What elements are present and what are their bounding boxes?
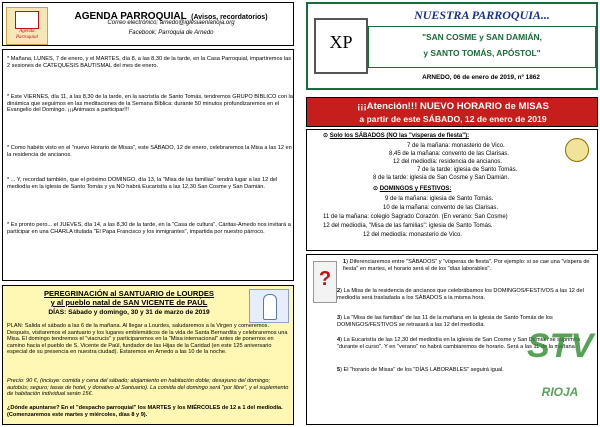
schedule-box — [306, 129, 598, 251]
right-column — [304, 0, 600, 427]
question-icon — [313, 261, 337, 303]
agenda-email: Correo electrónico; arnedo@iglesiaenlarioja.org — [107, 20, 235, 26]
note-5: 5) El "horario de Misas" de los "DÍAS LABORABLES" seguirá igual. — [337, 367, 504, 373]
agenda-title: AGENDA PARROQUIAL — [74, 11, 187, 22]
sun-item: 12 del mediodía: monasterio de Vico. — [363, 232, 462, 238]
schedule-title-2: a partir de este SÁBADO, 12 de enero de 2019 — [359, 114, 547, 124]
agenda-header — [2, 2, 294, 46]
virgin-image — [249, 289, 289, 323]
agenda-facebook: Facebook; Parroquia de Arnedo — [128, 30, 214, 36]
pilgrimage-title-2: y al pueblo natal de SAN VICENTE de PAÚL — [50, 298, 208, 307]
clock-icon — [565, 138, 589, 162]
chi-rho-icon: XP — [329, 32, 353, 52]
pilgrimage-dates: DÍAS: Sábado y domingo, 30 y 31 de marzo de 2019 — [48, 309, 210, 316]
agenda-item-baptism: * Mañana, LUNES, 7 de enero, y el MARTES, día 8, a las 8,30 de la tarde, en la Casa Parroquial, impartiremos las 2 sesiones de CATEQUESIS BAUTISMAL del mes de enero. — [7, 56, 292, 69]
pilgrimage-box — [2, 285, 294, 425]
note-1: 1) Diferenciaremos entre "SÁBADOS" y "vísperas de fiesta". Por ejemplo: si se cae una "víspera de fiesta" en martes, el horario será el de los "días laborables". — [343, 259, 590, 272]
note-4: 4) La Eucaristía de las 12,30 del mediodía en la iglesia de San Cosme y San Damián se suprimirá "durante el curso". Y en "verano" no habrá cambiaremos de horario. Será a las 11 de la mañana. — [337, 337, 581, 350]
parish-saints-box — [368, 26, 596, 68]
pilgrimage-plan: PLAN: Salida el sábado a las 6 de la mañana. Al llegar a Lourdes, saludaremos a la Virgen y comeremos. Después, visitaremos el santuario y los lugares emblemáticos de la vida de Santa Bernardita y celebraremos una Misa. El domingo tendremos el "viacrucis" y participaremos en la "Misa internacional" antes de ponernos en camino hacia el pueblo de S. Vicente de Paúl, fundador de las Hijas de la Caridad (en este 125 aniversario especial de su presencia en nuestra ciudad). Estaremos en Arnedo a las 10 de la noche. — [7, 323, 288, 356]
parish-saints-2: y SANTO TOMÁS, APÓSTOL" — [423, 48, 541, 58]
pilgrimage-price: Precio: 90 €, (incluye: comida y cena del sábado; alojamiento en habitación doble; desayuno del domingo; autobús; seguro; tasas de hotel, y donativo al Santuario). La comida del domingo será "por libre", y el suplemento de habitación individual serán 15€. — [7, 378, 289, 398]
note-3: 3) La "Misa de las familias" de las 11 de la mañana en la iglesia de Santo Tomás de los DOMINGOS/FESTIVOS se retrasará a las 12 del mediodía. — [337, 315, 553, 328]
agenda-item-saturday-mass: * Como habéis visto en el "nuevo Horario de Misas", este SÁBADO, 12 de enero, celebraremos la Misa a las 12 en la residencia de ancianos. — [7, 145, 292, 158]
sunday-heading: ⊙ DOMINGOS y FESTIVOS: — [373, 186, 452, 192]
sat-item: 8 de la tarde: iglesia de San Cosme y San Damián. — [373, 175, 510, 181]
note-number: 4 — [337, 337, 341, 343]
sat-item: 12 del mediodía: residencia de ancianos. — [393, 159, 503, 165]
sat-item: 8,45 de la mañana: convento de las Clarisas. — [389, 151, 510, 157]
stv-logo-text: STV — [527, 327, 594, 365]
saturday-heading: ⊙ Solo los SÁBADOS (NO las "vísperas de fiesta"): — [323, 133, 470, 139]
notes-box — [306, 254, 598, 425]
parish-header — [306, 2, 598, 90]
sun-item: 9 de la mañana: iglesia de Santo Tomás. — [385, 196, 494, 202]
parish-logo — [314, 18, 368, 74]
sun-item: 11 de la mañana: colegio Sagrado Corazón. (En verano: San Cosme) — [323, 214, 508, 220]
stv-watermark — [527, 327, 593, 421]
left-column — [0, 0, 296, 427]
note-text: La "Misa de las familias" de las 11 de la mañana en la iglesia de Santo Tomás de los DOMINGOS/FESTIVOS se retrasará a las 12 del mediodía. — [337, 315, 553, 328]
note-text: La Eucaristía de las 12,30 del mediodía en la iglesia de San Cosme y San Damián se suprimirá "durante el curso". Y en "verano" no habrá cambiaremos de horario. Será a las 11 de la mañana. — [337, 337, 581, 350]
note-number: 5 — [337, 367, 341, 373]
sat-item: 7 de la tarde: iglesia de Santo Tomás. — [417, 167, 518, 173]
calendar-icon — [15, 11, 39, 29]
pilgrimage-title-1: PEREGRINACIÓN al SANTUARIO de LOURDES — [43, 289, 215, 298]
parish-dateline: ARNEDO, 06 de enero de 2019, nº 1862 — [422, 74, 540, 81]
sun-item: 12 del mediodía, "Misa de las familias": iglesia de Santo Tomás. — [323, 223, 493, 229]
sunday-heading-text: DOMINGOS y FESTIVOS: — [379, 186, 452, 192]
agenda-logo-text: Agenda Parroquial — [15, 29, 39, 40]
note-text: La Misa de la residencia de ancianos que celebrábamos los DOMINGOS/FESTIVOS a las 12 del mediodía será trasladada a los SÁBADOS a la misma hora. — [337, 288, 584, 301]
note-number: 1 — [343, 259, 347, 265]
sat-item: 7 de la mañana: monasterio de Vico. — [407, 143, 505, 149]
note-2: 2) La Misa de la residencia de ancianos que celebrábamos los DOMINGOS/FESTIVOS a las 12 del mediodía será trasladada a los SÁBADOS a la misma hora. — [337, 288, 584, 301]
note-number: 2 — [337, 288, 341, 294]
saturday-heading-text: Solo los SÁBADOS (NO las "vísperas de fiesta"): — [329, 133, 470, 139]
parish-saints-1: "SAN COSME y SAN DAMIÁN, — [422, 32, 542, 42]
virgin-icon — [263, 294, 277, 320]
schedule-banner — [306, 97, 598, 127]
note-text: Diferenciaremos entre "SÁBADOS" y "vísperas de fiesta". Por ejemplo: si se cae una "víspera de fiesta" en martes, el horario será el de los "días laborables". — [343, 259, 590, 272]
agenda-subtitle: (Avisos, recordatorios) — [191, 14, 268, 21]
agenda-item-bible-group: * Este VIERNES, día 11, a las 8,30 de la tarde, en la sacristía de Santo Tomás, tendremos GRUPO BÍBLICO con la dinámica que seguimos en las meditaciones de la Semana Bíblica: durante 50 minutos profundizaremos en el Evangelio del Domingo. ¡¡¡Animaos a participar!!! — [7, 94, 293, 114]
schedule-title-1: ¡¡¡Atención!!! NUEVO HORARIO de MISAS — [357, 101, 549, 112]
parish-title: NUESTRA PARROQUIA... — [414, 8, 550, 22]
agenda-item-caritas-talk: * Es pronto pero... el JUEVES, día 14, a las 8,30 de la tarde, en la "Casa de cultura", Cáritas-Arnedo nos invitará a participar en una CHARLA titulada "El Papa Francisco y los inmigrantes", impartida por nuestro párroco. — [7, 222, 291, 235]
agenda-item-family-mass: * ... Y, recordad también, que el próximo DOMINGO, día 13, la "Misa de las familias" tendrá lugar a las 12 del mediodía en la iglesia de Santo Tomás y ya NO habrá Eucaristía a las 12,30 San Cosme y San Damián. — [7, 177, 278, 190]
stv-logo-sub: RIOJA — [541, 385, 579, 399]
note-number: 3 — [337, 315, 341, 321]
question-mark-icon: ? — [318, 268, 332, 290]
agenda-logo — [6, 7, 48, 45]
note-text: El "horario de Misas" de los "DÍAS LABORABLES" seguirá igual. — [343, 367, 504, 373]
pilgrimage-signup: ¿Dónde apuntarse? En el "despacho parroquial" los MARTES y los MIÉRCOLES de 12 a 1 del mediodía. (Comenzaremos este martes y miércoles, días 8 y 9). — [7, 405, 283, 418]
sun-item: 10 de la mañana: convento de las Clarisas. — [383, 205, 499, 211]
agenda-items — [2, 49, 294, 281]
